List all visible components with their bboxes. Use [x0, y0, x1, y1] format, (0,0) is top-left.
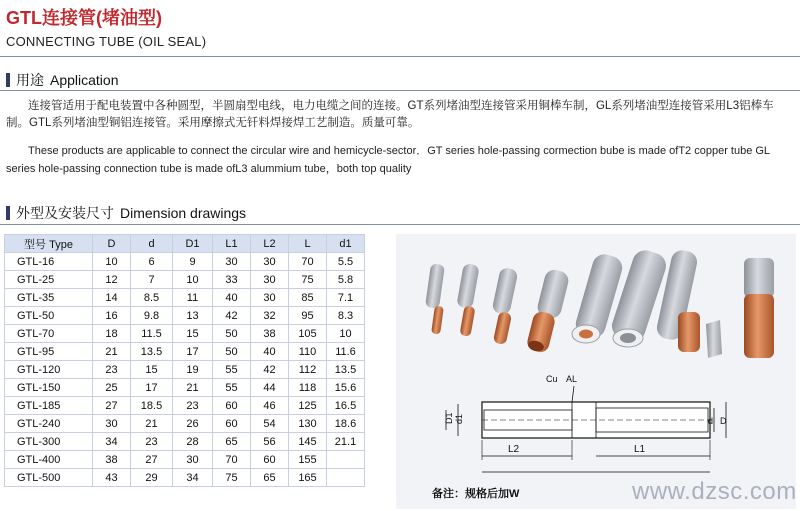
value-cell: 55 — [213, 361, 251, 379]
label-cu: Cu — [546, 374, 558, 384]
footnote: 备注：规格后加W — [432, 488, 520, 500]
value-cell — [327, 469, 365, 487]
value-cell: 130 — [289, 415, 327, 433]
value-cell: 7.1 — [327, 289, 365, 307]
label-l1: L1 — [634, 444, 646, 455]
value-cell: 70 — [213, 451, 251, 469]
value-cell: 118 — [289, 379, 327, 397]
value-cell: 60 — [213, 415, 251, 433]
value-cell: 16.5 — [327, 397, 365, 415]
value-cell: 16 — [93, 307, 131, 325]
value-cell: 27 — [131, 451, 173, 469]
type-cell: GTL-25 — [5, 271, 93, 289]
value-cell: 8.3 — [327, 307, 365, 325]
value-cell: 30 — [93, 415, 131, 433]
value-cell: 30 — [251, 271, 289, 289]
value-cell: 30 — [251, 253, 289, 271]
value-cell: 5.5 — [327, 253, 365, 271]
section-bullet-icon — [6, 206, 10, 220]
value-cell: 7 — [131, 271, 173, 289]
value-cell: 105 — [289, 325, 327, 343]
value-cell: 46 — [251, 397, 289, 415]
value-cell: 42 — [213, 307, 251, 325]
value-cell: 10 — [93, 253, 131, 271]
column-header: D1 — [173, 235, 213, 253]
table-row — [5, 325, 365, 343]
value-cell: 85 — [289, 289, 327, 307]
type-cell: GTL-35 — [5, 289, 93, 307]
page-title: GTL连接管(堵油型) — [6, 8, 162, 28]
type-cell: GTL-50 — [5, 307, 93, 325]
value-cell: 60 — [213, 397, 251, 415]
watermark-text: www.dzsc.com — [632, 478, 797, 505]
value-cell: 23 — [131, 433, 173, 451]
value-cell: 43 — [93, 469, 131, 487]
label-D-outer: D — [720, 416, 727, 426]
value-cell: 54 — [251, 415, 289, 433]
value-cell: 23 — [173, 397, 213, 415]
label-d1-upper: D1 — [444, 412, 454, 424]
value-cell: 21 — [131, 415, 173, 433]
value-cell: 15 — [131, 361, 173, 379]
application-heading — [6, 70, 119, 90]
value-cell: 70 — [289, 253, 327, 271]
application-heading-cn: 用途 — [16, 72, 44, 88]
value-cell: 34 — [93, 433, 131, 451]
value-cell: 34 — [173, 469, 213, 487]
table-row — [5, 361, 365, 379]
dimension-drawing — [444, 374, 727, 472]
value-cell: 13.5 — [131, 343, 173, 361]
value-cell: 21 — [93, 343, 131, 361]
value-cell: 21 — [173, 379, 213, 397]
value-cell: 40 — [213, 289, 251, 307]
value-cell: 95 — [289, 307, 327, 325]
column-header: d — [131, 235, 173, 253]
value-cell: 112 — [289, 361, 327, 379]
column-header: D — [93, 235, 131, 253]
value-cell: 18 — [93, 325, 131, 343]
tube-cut-copper — [678, 312, 722, 358]
value-cell: 11.5 — [131, 325, 173, 343]
value-cell: 30 — [173, 451, 213, 469]
label-d: d — [708, 416, 714, 426]
divider — [0, 90, 800, 91]
type-cell: GTL-400 — [5, 451, 93, 469]
value-cell: 25 — [93, 379, 131, 397]
dimension-table — [4, 234, 365, 487]
value-cell: 17 — [173, 343, 213, 361]
value-cell: 17 — [131, 379, 173, 397]
value-cell: 11.6 — [327, 343, 365, 361]
column-header: L — [289, 235, 327, 253]
application-text-en: These products are applicable to connect the circular wire and hemicycle-sector．GT series hole-passing cormection bube is made ofT2 copper tube GL series hole-passing connection tube is made ofL3 alummium tube，both top quality — [6, 145, 770, 175]
value-cell: 12 — [93, 271, 131, 289]
value-cell: 13 — [173, 307, 213, 325]
label-l2: L2 — [508, 444, 520, 455]
value-cell: 14 — [93, 289, 131, 307]
value-cell: 125 — [289, 397, 327, 415]
table-row — [5, 433, 365, 451]
value-cell: 30 — [213, 253, 251, 271]
value-cell: 60 — [251, 451, 289, 469]
value-cell: 56 — [251, 433, 289, 451]
table-row — [5, 307, 365, 325]
value-cell: 29 — [131, 469, 173, 487]
table-header-row — [5, 235, 365, 253]
table-row — [5, 289, 365, 307]
value-cell: 42 — [251, 361, 289, 379]
value-cell: 50 — [213, 343, 251, 361]
value-cell: 145 — [289, 433, 327, 451]
value-cell: 8.5 — [131, 289, 173, 307]
value-cell: 38 — [93, 451, 131, 469]
value-cell: 55 — [213, 379, 251, 397]
application-text-cn: 连接管适用于配电装置中各种圆型，半圆扇型电线，电力电缆之间的连接。GT系列堵油型连接管采用铜棒车制，GL系列堵油型连接管采用L3铝棒车制。GTL系列堵油型铜铝连接管。采用摩擦式无钎料焊接焊工艺制造。质量可靠。 — [6, 100, 774, 129]
dimension-heading-en: Dimension drawings — [120, 205, 247, 221]
value-cell: 65 — [251, 469, 289, 487]
type-cell: GTL-16 — [5, 253, 93, 271]
table-row — [5, 469, 365, 487]
value-cell: 15 — [173, 325, 213, 343]
table-row — [5, 415, 365, 433]
dimension-heading — [6, 203, 246, 223]
type-cell: GTL-70 — [5, 325, 93, 343]
value-cell: 15.6 — [327, 379, 365, 397]
value-cell: 50 — [213, 325, 251, 343]
value-cell: 26 — [173, 415, 213, 433]
value-cell: 33 — [213, 271, 251, 289]
table-row — [5, 343, 365, 361]
value-cell: 18.5 — [131, 397, 173, 415]
tube-medium-copper — [525, 268, 570, 354]
value-cell: 18.6 — [327, 415, 365, 433]
type-cell: GTL-240 — [5, 415, 93, 433]
divider — [0, 56, 800, 57]
column-header: 型号 Type — [5, 235, 93, 253]
value-cell: 13.5 — [327, 361, 365, 379]
label-al: AL — [566, 374, 578, 384]
value-cell: 23 — [93, 361, 131, 379]
type-cell: GTL-500 — [5, 469, 93, 487]
type-cell: GTL-95 — [5, 343, 93, 361]
tube-small-3 — [491, 267, 518, 345]
type-cell: GTL-150 — [5, 379, 93, 397]
table-row — [5, 379, 365, 397]
dimension-heading-cn: 外型及安装尺寸 — [16, 205, 114, 221]
value-cell: 75 — [289, 271, 327, 289]
table-row — [5, 451, 365, 469]
tube-small-2 — [456, 263, 479, 337]
column-header: L1 — [213, 235, 251, 253]
column-header: d1 — [327, 235, 365, 253]
value-cell: 10 — [327, 325, 365, 343]
table-header — [5, 235, 365, 253]
value-cell: 38 — [251, 325, 289, 343]
value-cell — [327, 451, 365, 469]
type-cell: GTL-120 — [5, 361, 93, 379]
value-cell: 28 — [173, 433, 213, 451]
value-cell: 27 — [93, 397, 131, 415]
label-d1-lower: d1 — [454, 413, 464, 424]
value-cell: 155 — [289, 451, 327, 469]
product-illustration — [396, 234, 796, 509]
value-cell: 19 — [173, 361, 213, 379]
table-row — [5, 397, 365, 415]
value-cell: 75 — [213, 469, 251, 487]
table-row — [5, 253, 365, 271]
value-cell: 165 — [289, 469, 327, 487]
value-cell: 40 — [251, 343, 289, 361]
application-heading-en: Application — [50, 72, 119, 88]
section-bullet-icon — [6, 73, 10, 87]
divider — [0, 224, 800, 225]
value-cell: 6 — [131, 253, 173, 271]
value-cell: 32 — [251, 307, 289, 325]
value-cell: 21.1 — [327, 433, 365, 451]
value-cell: 30 — [251, 289, 289, 307]
value-cell: 44 — [251, 379, 289, 397]
tube-small-1 — [425, 263, 445, 334]
value-cell: 110 — [289, 343, 327, 361]
value-cell: 9 — [173, 253, 213, 271]
table-row — [5, 271, 365, 289]
column-header: L2 — [251, 235, 289, 253]
value-cell: 11 — [173, 289, 213, 307]
product-photo-area — [396, 234, 796, 509]
type-cell: GTL-185 — [5, 397, 93, 415]
value-cell: 5.8 — [327, 271, 365, 289]
value-cell: 10 — [173, 271, 213, 289]
tube-bimetal-large — [744, 258, 774, 358]
table-body — [5, 253, 365, 487]
page-subtitle: CONNECTING TUBE (OIL SEAL) — [6, 34, 207, 49]
type-cell: GTL-300 — [5, 433, 93, 451]
value-cell: 65 — [213, 433, 251, 451]
value-cell: 9.8 — [131, 307, 173, 325]
